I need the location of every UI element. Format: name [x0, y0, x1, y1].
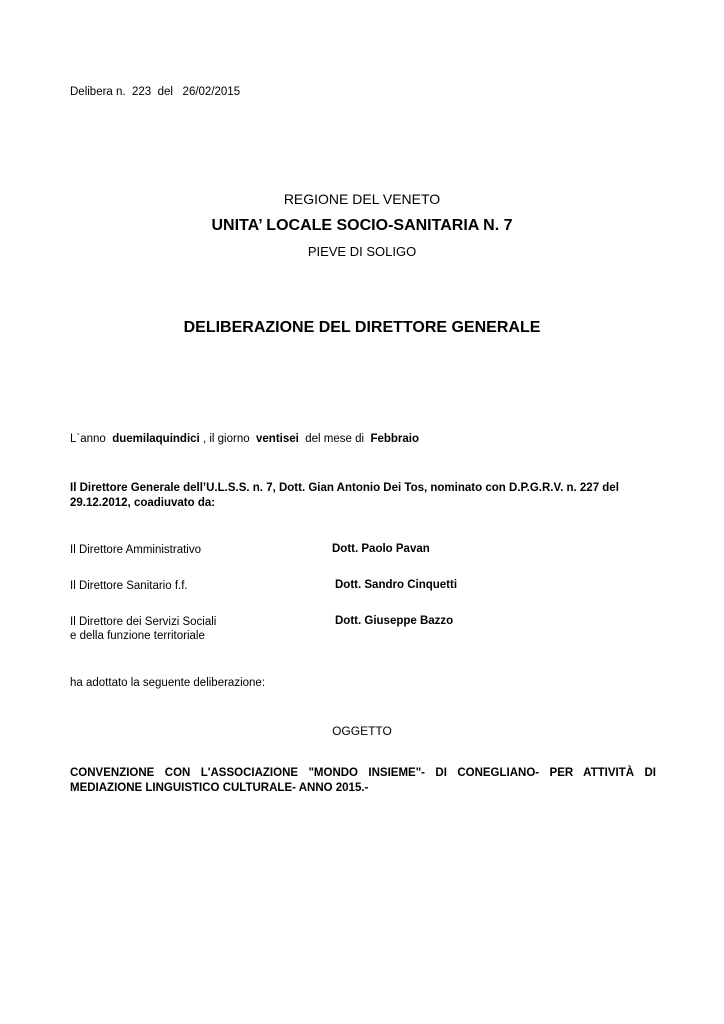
date-year: duemilaquindici	[112, 433, 200, 445]
city-name: PIEVE DI SOLIGO	[307, 244, 417, 259]
director-role: Il Direttore Amministrativo	[70, 544, 202, 556]
document-title: DELIBERAZIONE DEL DIRETTORE GENERALE	[183, 319, 541, 336]
subject-text: CONVENZIONE CON L'ASSOCIAZIONE "MONDO INSIEME"- DI CONEGLIANO- PER ATTIVITÀ DI MEDIAZIONE LINGUISTICO CULTURALE- ANNO 2015.-	[70, 767, 656, 794]
date-month: Febbraio	[370, 433, 419, 445]
ulss-name: UNITA’ LOCALE SOCIO-SANITARIA N. 7	[211, 217, 513, 234]
director-role-line1: Il Direttore dei Servizi Sociali	[70, 616, 217, 628]
director-role	[70, 615, 216, 643]
date-day-label: , il giorno	[202, 433, 250, 445]
intro-paragraph: Il Direttore Generale dell’U.L.S.S. n. 7, Dott. Gian Antonio Dei Tos, nominato con D.P.G.R.V. n. 227 del 29.12.2012, coadiuvato da:	[70, 482, 619, 509]
region-name: REGIONE DEL VENETO	[283, 191, 441, 207]
delibera-label: Delibera n.	[70, 86, 126, 98]
delibera-date: 26/02/2015	[182, 86, 241, 98]
del-label: del	[157, 86, 173, 98]
date-line	[70, 433, 419, 445]
subject-label: OGGETTO	[332, 724, 392, 738]
director-name: Dott. Sandro Cinquetti	[335, 579, 458, 591]
date-day: ventisei	[256, 433, 299, 445]
director-role: Il Direttore Sanitario f.f.	[70, 580, 188, 592]
director-role-line2: e della funzione territoriale	[70, 630, 205, 642]
adopted-statement: ha adottato la seguente deliberazione:	[70, 677, 266, 689]
delibera-number: 223	[132, 86, 152, 98]
delibera-reference	[70, 86, 240, 98]
director-name: Dott. Paolo Pavan	[332, 543, 430, 555]
date-month-label: del mese di	[305, 433, 365, 445]
date-prefix: L`anno	[70, 433, 106, 445]
director-name: Dott. Giuseppe Bazzo	[335, 615, 454, 627]
